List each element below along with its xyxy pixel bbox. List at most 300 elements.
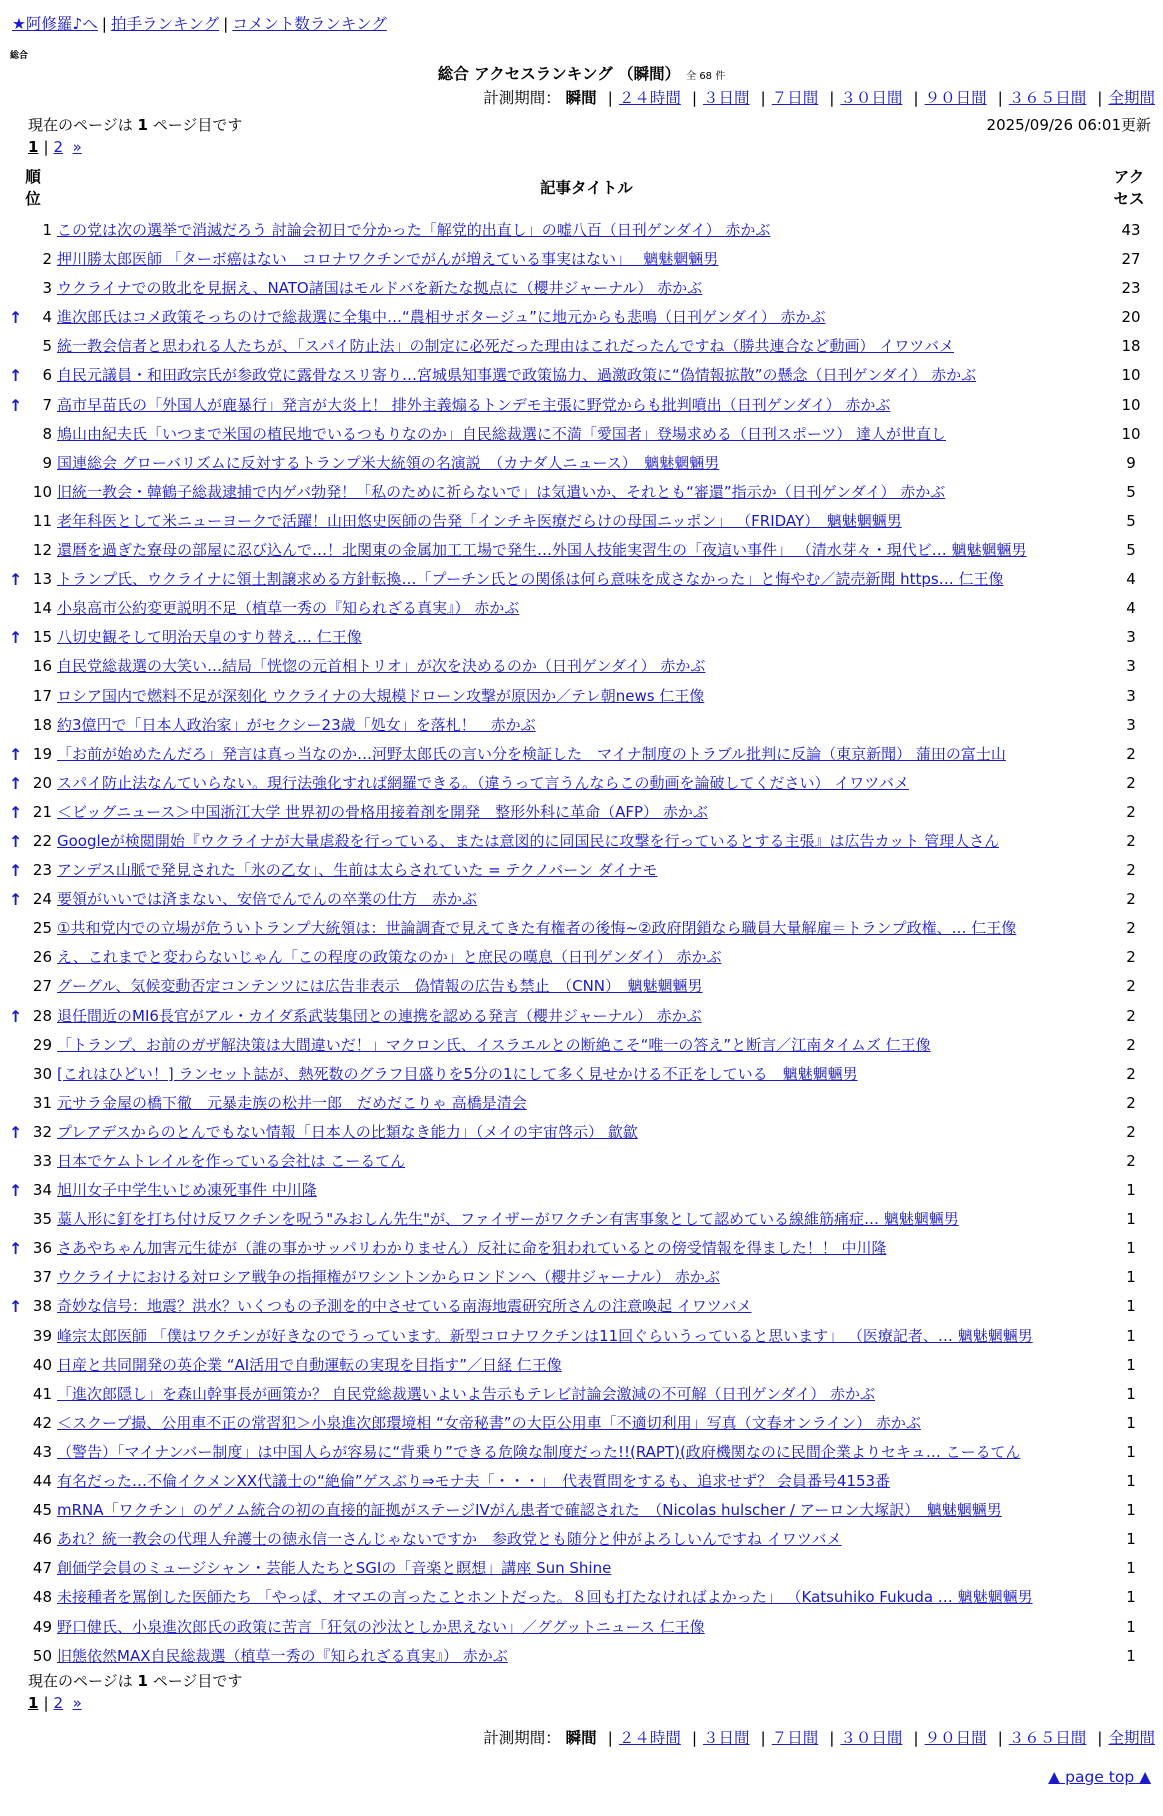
article-title-cell <box>57 740 1117 769</box>
ranking-row <box>0 1263 1163 1292</box>
article-title-cell <box>57 769 1117 798</box>
access-count: 1 <box>1126 1355 1136 1374</box>
period-label: 計測期間： <box>483 1729 561 1747</box>
rank-number: 7 <box>42 395 52 414</box>
article-title-cell <box>57 1292 1117 1321</box>
category-label: 総合 <box>10 51 29 61</box>
ranking-row <box>0 507 1163 536</box>
rank-up-arrow-icon: ↑ <box>9 861 23 881</box>
access-count: 2 <box>1126 744 1136 763</box>
rank-up-arrow-icon: ↑ <box>9 366 23 386</box>
access-count: 1 <box>1126 1239 1136 1258</box>
rank-number: 11 <box>32 511 52 530</box>
article-title-cell <box>57 1322 1117 1351</box>
rank-number: 4 <box>42 308 52 327</box>
article-title-link[interactable]: え、これまでと変わらないじゃん「この程度の政策なのか」と庶民の嘆息（日刊ゲンダイ） 赤かぶ <box>57 948 722 967</box>
article-title-link[interactable]: （警告）「マイナンバー制度」は中国人らが容易に“背乗り”できる危険な制度だった!!(RAPT)(政府機関なのに民間企業よりセキュ… こーるてん <box>57 1442 1021 1461</box>
article-title-link[interactable]: 進次郎氏はコメ政策そっちのけで総裁選に全集中…“農相サボタージュ”に地元からも悲鳴（日刊ゲンダイ） 赤かぶ <box>57 308 826 327</box>
article-title-link[interactable]: この党は次の選挙で消滅だろう 討論会初日で分かった「解党的出直し」の嘘八百（日刊ゲンダイ） 赤かぶ <box>57 221 771 239</box>
article-title-cell <box>57 449 1117 478</box>
access-count: 2 <box>1126 861 1136 880</box>
rank-number: 32 <box>32 1122 52 1141</box>
article-title-cell <box>57 216 1117 245</box>
article-title-link[interactable]: [これはひどい！] ランセット誌が、熱死数のグラフ目盛りを5分の1にして多く見せかける不正をしている 魑魅魍魎男 <box>57 1064 858 1083</box>
rank-up-arrow-icon: ↑ <box>9 1181 23 1201</box>
access-count: 23 <box>1121 279 1141 298</box>
access-count: 1 <box>1126 1297 1136 1316</box>
home-link[interactable]: ★阿修羅♪へ <box>12 15 98 33</box>
article-title-link[interactable]: 創価学会員のミュージシャン・芸能人たちとSGIの「音楽と瞑想」講座 Sun Shine <box>57 1559 612 1578</box>
access-count: 5 <box>1126 541 1136 560</box>
rank-number: 29 <box>32 1035 52 1054</box>
article-title-cell <box>57 914 1117 943</box>
access-count: 2 <box>1126 802 1136 821</box>
article-title-cell <box>57 565 1117 594</box>
ranking-row <box>0 565 1163 594</box>
ranking-row <box>0 1496 1163 1525</box>
article-title-cell <box>57 1438 1117 1467</box>
rank-number: 38 <box>32 1297 52 1316</box>
rank-number: 39 <box>32 1326 52 1345</box>
article-title-link[interactable]: ウクライナでの敗北を見据え、NATO諸国はモルドバを新たな拠点に（櫻井ジャーナル） 赤かぶ <box>57 279 703 298</box>
article-title-cell <box>57 332 1117 361</box>
article-title-cell <box>57 274 1117 303</box>
rank-number: 12 <box>32 541 52 560</box>
article-title-cell <box>57 1060 1117 1089</box>
nav-separator: | <box>223 15 229 33</box>
period-30d[interactable]: ３０日間 <box>840 1729 903 1747</box>
ranking-row <box>0 361 1163 390</box>
access-count: 1 <box>1126 1530 1136 1549</box>
rank-number: 8 <box>42 424 52 443</box>
article-title-link[interactable]: 奇妙な信号：地震？洪水？いくつもの予測を的中させている南海地震研究所さんの注意喚起 イワツバメ <box>57 1297 752 1316</box>
rank-number: 45 <box>32 1501 52 1520</box>
rank-number: 1 <box>42 221 52 239</box>
article-title-cell <box>57 682 1117 711</box>
rank-number: 5 <box>42 337 52 356</box>
ranking-row <box>0 536 1163 565</box>
ranking-row <box>0 1060 1163 1089</box>
rank-number: 23 <box>32 861 52 880</box>
article-title-cell <box>57 972 1117 1001</box>
rank-number: 35 <box>32 1210 52 1229</box>
article-title-link[interactable]: 「トランプ、お前のガザ解決策は大間違いだ！」マクロン氏、イスラエルとの断絶こそ“唯一の答え”と断言／江南タイムズ 仁王像 <box>57 1035 931 1054</box>
access-count: 2 <box>1126 977 1136 996</box>
access-count: 1 <box>1126 1384 1136 1403</box>
ranking-row <box>0 478 1163 507</box>
ranking-row <box>0 1234 1163 1263</box>
access-count: 1 <box>1126 1268 1136 1287</box>
access-count: 2 <box>1126 1006 1136 1025</box>
access-count: 1 <box>1126 1413 1136 1432</box>
ranking-row <box>0 1438 1163 1467</box>
article-title-cell <box>57 1467 1117 1496</box>
period-selector-bottom: 計測期間： 瞬間 | ２４時間 | ３日間 | ７日間 | ３０日間 | ９０日間 | ３６５日間 | 全期間 <box>483 1729 1155 1747</box>
rank-number: 44 <box>32 1472 52 1491</box>
access-count: 1 <box>1126 1617 1136 1636</box>
rank-up-arrow-icon: ↑ <box>9 1006 23 1026</box>
rank-number: 26 <box>32 948 52 967</box>
rank-number: 22 <box>32 831 52 850</box>
page-info-top: 現在のページは 1 ページ目です <box>28 116 243 134</box>
rank-up-arrow-icon: ↑ <box>9 890 23 910</box>
access-count: 5 <box>1126 482 1136 501</box>
rank-up-arrow-icon: ↑ <box>9 1297 23 1317</box>
article-title-cell <box>57 1147 1117 1176</box>
article-title-cell <box>57 1176 1117 1205</box>
ranking-row <box>0 1554 1163 1583</box>
article-title-link[interactable]: 国連総会 グローバリズムに反対するトランプ米大統領の名演説 （カナダ人ニュース） 魑魅魍魎男 <box>57 453 720 472</box>
article-title-link[interactable]: Googleが検閲開始『ウクライナが大量虐殺を行っている、または意図的に同国民に攻撃を行っているとする主張』は広告カット 管理人さん <box>57 831 1000 850</box>
article-title-cell <box>57 361 1117 390</box>
ranking-row <box>0 1583 1163 1612</box>
period-365d[interactable]: ３６５日間 <box>1008 1729 1087 1747</box>
top-navigation <box>12 12 387 34</box>
total-count: 全 68 件 <box>686 71 726 82</box>
period-selector-top: 計測期間： 瞬間 | ２４時間 | ３日間 | ７日間 | ３０日間 | ９０日間 | ３６５日間 | 全期間 <box>483 89 1155 107</box>
article-title-cell <box>57 623 1117 652</box>
ranking-row <box>0 1409 1163 1438</box>
article-title-cell <box>57 798 1117 827</box>
article-title-link[interactable]: ＜ビッグニュース＞中国浙江大学 世界初の骨格用接着剤を開発 整形外科に革命（AFP） 赤かぶ <box>57 802 708 821</box>
pager-bottom: 1 | 2 » <box>28 1694 82 1712</box>
article-title-link[interactable]: あれ？統一教会の代理人弁護士の徳永信一さんじゃないですか 参政党とも随分と仲がよろしいんですね イワツバメ <box>57 1530 842 1549</box>
ranking-row <box>0 420 1163 449</box>
ranking-row <box>0 798 1163 827</box>
article-title-cell <box>57 1642 1117 1671</box>
access-count: 2 <box>1126 948 1136 967</box>
access-count: 2 <box>1126 1152 1136 1170</box>
rank-number: 27 <box>32 977 52 996</box>
rank-number: 3 <box>42 279 52 298</box>
article-title-link[interactable]: 「お前が始めたんだろ」発言は真っ当なのか…河野太郎氏の言い分を検証した マイナ制度のトラブル批判に反論（東京新聞） 蒲田の富士山 <box>57 744 1006 763</box>
rank-up-arrow-icon: ↑ <box>9 744 23 764</box>
access-count: 2 <box>1126 831 1136 850</box>
article-title-link[interactable]: 旭川女子中学生いじめ凍死事件 中川隆 <box>57 1181 317 1200</box>
period-365d[interactable]: ３６５日間 <box>1008 89 1087 107</box>
article-title-cell <box>57 594 1117 623</box>
period-90d[interactable]: ９０日間 <box>924 89 987 107</box>
article-title-cell <box>57 1263 1117 1292</box>
access-count: 2 <box>1126 1035 1136 1054</box>
article-title-link[interactable]: 野口健氏、小泉進次郎氏の政策に苦言「狂気の沙汰としか思えない」／ググットニュース 仁王像 <box>57 1617 705 1636</box>
period-label: 計測期間： <box>483 89 561 107</box>
ranking-row <box>0 1642 1163 1671</box>
period-3d[interactable]: ３日間 <box>703 89 750 107</box>
rank-number: 25 <box>32 919 52 938</box>
comment-ranking-link[interactable]: コメント数ランキング <box>232 15 387 33</box>
rank-number: 47 <box>32 1559 52 1578</box>
article-title-link[interactable]: ＜スクープ撮、公用車不正の常習犯＞小泉進次郎環境相 “女帝秘書”の大臣公用車「不適切利用」写真（文春オンライン） 赤かぶ <box>57 1413 921 1432</box>
article-title-cell <box>57 245 1117 274</box>
page-1-link[interactable]: 1 <box>28 138 39 156</box>
article-title-cell <box>57 943 1117 972</box>
ranking-row <box>0 332 1163 361</box>
ranking-row <box>0 245 1163 274</box>
access-count: 2 <box>1126 1122 1136 1141</box>
article-title-link[interactable]: ①共和党内での立場が危ういトランプ大統領は：世論調査で見えてきた有権者の後悔~②政府閉鎖なら職員大量解雇＝トランプ政権、… 仁王像 <box>57 919 1017 938</box>
rank-number: 24 <box>32 890 52 909</box>
access-count: 4 <box>1126 570 1136 589</box>
article-title-link[interactable]: 日本でケムトレイルを作っている会社は こーるてん <box>57 1152 406 1170</box>
next-page-link[interactable]: » <box>72 1694 82 1712</box>
ranking-row <box>0 1118 1163 1147</box>
article-title-cell <box>57 1002 1117 1031</box>
access-count: 1 <box>1126 1501 1136 1520</box>
ranking-list <box>0 216 1163 1671</box>
rank-number: 14 <box>32 599 52 618</box>
article-title-link[interactable]: アンデス山脈で発見された「氷の乙女」、生前は太らされていた = テクノバーン ダイナモ <box>57 861 658 880</box>
period-3d[interactable]: ３日間 <box>703 1729 750 1747</box>
period-90d[interactable]: ９０日間 <box>924 1729 987 1747</box>
ranking-row <box>0 972 1163 1001</box>
period-all[interactable]: 全期間 <box>1108 89 1155 107</box>
page-info-bottom: 現在のページは 1 ページ目です <box>28 1672 243 1690</box>
article-title-cell <box>57 1031 1117 1060</box>
article-title-link[interactable]: 鳩山由紀夫氏「いつまで米国の植民地でいるつもりなのか」自民総裁選に不満「愛国者」登場求める（日刊スポーツ） 達人が世直し <box>57 424 947 443</box>
rank-up-arrow-icon: ↑ <box>9 831 23 851</box>
ranking-row <box>0 1351 1163 1380</box>
pager-top: 1 | 2 » <box>28 138 82 156</box>
ranking-row <box>0 1002 1163 1031</box>
page-top-link-wrap <box>1048 1768 1151 1786</box>
ranking-row <box>0 594 1163 623</box>
period-current: 瞬間 <box>565 1729 597 1747</box>
rank-up-arrow-icon: ↑ <box>9 628 23 648</box>
article-title-link[interactable]: 旧統一教会・韓鶴子総裁逮捕で内ゲバ勃発！「私のために祈らないで」は気遣いか、それとも“審還”指示か（日刊ゲンダイ） 赤かぶ <box>57 482 946 501</box>
rank-number: 17 <box>32 686 52 705</box>
article-title-link[interactable]: 押川勝太郎医師 「ターボ癌はない コロナワクチンでがんが増えている事実はない」 魑魅魍魎男 <box>57 250 719 269</box>
rank-number: 48 <box>32 1588 52 1607</box>
ranking-row <box>0 623 1163 652</box>
clap-ranking-link[interactable]: 拍手ランキング <box>111 15 220 33</box>
access-count: 2 <box>1126 890 1136 909</box>
rank-number: 49 <box>32 1617 52 1636</box>
ranking-row <box>0 1031 1163 1060</box>
ranking-row <box>0 885 1163 914</box>
article-title-link[interactable]: 藁人形に釘を打ち付け反ワクチンを呪う"みおしん先生"が、ファイザーがワクチン有害事象として認めている線維筋痛症… 魑魅魍魎男 <box>57 1210 959 1229</box>
article-title-cell <box>57 1583 1117 1612</box>
access-count: 1 <box>1126 1588 1136 1607</box>
article-title-cell <box>57 827 1117 856</box>
rank-number: 42 <box>32 1413 52 1432</box>
article-title-cell <box>57 1234 1117 1263</box>
ranking-row <box>0 303 1163 332</box>
article-title-cell <box>57 507 1117 536</box>
rank-up-arrow-icon: ↑ <box>9 802 23 822</box>
article-title-link[interactable]: 老年科医として米ニューヨークで活躍！山田悠史医師の告発「インチキ医療だらけの母国ニッポン」 （FRIDAY） 魑魅魍魎男 <box>57 511 902 530</box>
ranking-row <box>0 1525 1163 1554</box>
article-title-link[interactable]: 小泉高市公約変更説明不足（植草一秀の『知られざる真実』） 赤かぶ <box>57 599 520 618</box>
ranking-row <box>0 856 1163 885</box>
period-7d[interactable]: ７日間 <box>771 1729 819 1747</box>
rank-up-arrow-icon: ↑ <box>9 570 23 590</box>
ranking-row <box>0 1292 1163 1321</box>
article-title-link[interactable]: 「進次郎隠し」を森山幹事長が画策か？ 自民党総裁選いよいよ告示もテレビ討論会激減の不可解（日刊ゲンダイ） 赤かぶ <box>57 1384 876 1403</box>
updated-timestamp: 2025/09/26 06:01更新 <box>986 116 1151 134</box>
ranking-row <box>0 740 1163 769</box>
article-title-link[interactable]: 未接種者を罵倒した医師たち 「やっぱ、オマエの言ったことホントだった。８回も打たなければよかった」 （Katsuhiko Fukuda … 魑魅魍魎男 <box>57 1588 1033 1607</box>
article-title-link[interactable]: グーグル、気候変動否定コンテンツには広告非表示 偽情報の広告も禁止 （CNN） 魑魅魍魎男 <box>57 977 703 996</box>
article-title-cell <box>57 303 1117 332</box>
ranking-row <box>0 652 1163 681</box>
rank-number: 6 <box>42 366 52 385</box>
access-count: 4 <box>1126 599 1136 618</box>
article-title-link[interactable]: トランプ氏、ウクライナに領土割譲求める方針転換…「プーチン氏との関係は何ら意味を成さなかった」と悔やむ／読売新聞 https… 仁王像 <box>57 570 1004 589</box>
ranking-row <box>0 1322 1163 1351</box>
access-count: 2 <box>1126 1093 1136 1112</box>
table-header <box>0 164 1163 208</box>
access-count: 10 <box>1121 395 1141 414</box>
article-title-cell <box>57 1554 1117 1583</box>
rank-up-arrow-icon: ↑ <box>9 773 23 793</box>
access-count: 1 <box>1126 1646 1136 1665</box>
article-title-cell <box>57 1496 1117 1525</box>
period-30d[interactable]: ３０日間 <box>840 89 903 107</box>
rank-number: 19 <box>32 744 52 763</box>
article-title-cell <box>57 478 1117 507</box>
access-count: 10 <box>1121 424 1141 443</box>
article-title-cell <box>57 885 1117 914</box>
next-page-link[interactable]: » <box>72 138 82 156</box>
rank-number: 33 <box>32 1152 52 1170</box>
ranking-row <box>0 1613 1163 1642</box>
article-title-link[interactable]: スパイ防止法なんていらない。現行法強化すれば網羅できる。（違うって言うんならこの動画を論破してください） イワツバメ <box>57 773 909 792</box>
access-count: 2 <box>1126 919 1136 938</box>
access-count: 3 <box>1126 657 1136 676</box>
access-header: アクセス <box>1113 168 1145 208</box>
ranking-row <box>0 943 1163 972</box>
rank-number: 9 <box>42 453 52 472</box>
rank-up-arrow-icon: ↑ <box>9 1122 23 1142</box>
article-title-cell <box>57 420 1117 449</box>
rank-number: 13 <box>32 570 52 589</box>
article-title-link[interactable]: 要領がいいでは済まない、安倍でんでんの卒業の仕方 赤かぶ <box>57 890 478 909</box>
article-title-link[interactable]: 退任間近のMI6長官がアル・カイダ系武装集団との連携を認める発言（櫻井ジャーナル） 赤かぶ <box>57 1006 702 1025</box>
article-title-cell <box>57 856 1117 885</box>
article-title-cell <box>57 1613 1117 1642</box>
rank-header: 順位 <box>25 168 41 208</box>
article-title-cell <box>57 1525 1117 1554</box>
article-title-link[interactable]: ロシア国内で燃料不足が深刻化 ウクライナの大規模ドローン攻撃が原因か／テレ朝news 仁王像 <box>57 686 705 705</box>
article-title-link[interactable]: 統一教会信者と思われる人たちが、「スパイ防止法」の制定に必死だった理由はこれだったんですね（勝共連合など動画） イワツバメ <box>57 337 954 356</box>
access-count: 43 <box>1121 221 1141 239</box>
period-24h[interactable]: ２４時間 <box>618 89 681 107</box>
article-title-link[interactable]: 自民元議員・和田政宗氏が参政党に露骨なスリ寄り…宮城県知事選で政策協力、過激政策に“偽情報拡散”の懸念（日刊ゲンダイ） 赤かぶ <box>57 366 977 385</box>
access-count: 1 <box>1126 1442 1136 1461</box>
ranking-row <box>0 711 1163 740</box>
article-title-link[interactable]: 高市早苗氏の「外国人が鹿暴行」発言が大炎上！ 排外主義煽るトンデモ主張に野党からも批判噴出（日刊ゲンダイ） 赤かぶ <box>57 395 891 414</box>
ranking-row <box>0 1147 1163 1176</box>
article-title-link[interactable]: 八切史観そして明治天皇のすり替え… 仁王像 <box>57 628 362 647</box>
rank-number: 21 <box>32 802 52 821</box>
rank-number: 30 <box>32 1064 52 1083</box>
article-title-cell <box>57 391 1117 420</box>
ranking-row <box>0 682 1163 711</box>
rank-number: 20 <box>32 773 52 792</box>
page-2-link[interactable]: 2 <box>53 1694 64 1712</box>
access-count: 1 <box>1126 1210 1136 1229</box>
article-title-link[interactable]: 元サラ金屋の橋下徹 元暴走族の松井一郎 だめだこりゃ 高橋是清会 <box>57 1093 527 1112</box>
period-all[interactable]: 全期間 <box>1108 1729 1155 1747</box>
article-title-cell <box>57 711 1117 740</box>
ranking-row <box>0 914 1163 943</box>
article-title-link[interactable]: 有名だった…不倫イクメンXX代議士の“絶倫”ゲスぶり⇒モナ夫「・・・」 代表質問をするも、追求せず？ 会員番号4153番 <box>57 1472 891 1491</box>
article-title-link[interactable]: 旧態依然MAX自民総裁選（植草一秀の『知られざる真実』） 赤かぶ <box>57 1646 508 1665</box>
period-24h[interactable]: ２４時間 <box>618 1729 681 1747</box>
access-count: 10 <box>1121 366 1141 385</box>
rank-number: 28 <box>32 1006 52 1025</box>
access-count: 3 <box>1126 715 1136 734</box>
access-count: 1 <box>1126 1472 1136 1491</box>
ranking-row <box>0 449 1163 478</box>
rank-up-arrow-icon: ↑ <box>9 395 23 415</box>
article-title-link[interactable]: 還暦を過ぎた寮母の部屋に忍び込んで…！北関東の金属加工工場で発生…外国人技能実習生の「夜這い事件」 （清水芽々・現代ビ… 魑魅魍魎男 <box>57 541 1027 560</box>
access-count: 20 <box>1121 308 1141 327</box>
access-count: 1 <box>1126 1326 1136 1345</box>
rank-number: 37 <box>32 1268 52 1287</box>
access-count: 9 <box>1126 453 1136 472</box>
rank-number: 18 <box>32 715 52 734</box>
access-count: 18 <box>1121 337 1141 356</box>
article-title-link[interactable]: ウクライナにおける対ロシア戦争の指揮権がワシントンからロンドンへ（櫻井ジャーナル） 赤かぶ <box>57 1268 720 1287</box>
article-title-link[interactable]: mRNA「ワクチン」のゲノム統合の初の直接的証拠がステージIVがん患者で確認された （Nicolas hulscher / アーロン大塚訳） 魑魅魍魎男 <box>57 1501 1002 1520</box>
title-header: 記事タイトル <box>540 179 633 197</box>
ranking-row <box>0 1205 1163 1234</box>
access-count: 5 <box>1126 511 1136 530</box>
access-count: 3 <box>1126 628 1136 647</box>
article-title-cell <box>57 652 1117 681</box>
article-title-link[interactable]: 日産と共同開発の英企業 “AI活用で自動運転の実現を目指す”／日経 仁王像 <box>57 1355 562 1374</box>
access-count: 2 <box>1126 773 1136 792</box>
article-title-link[interactable]: 約3億円で「日本人政治家」がセクシー23歳「処女」を落札！ 赤かぶ <box>57 715 536 734</box>
ranking-row <box>0 1380 1163 1409</box>
access-count: 3 <box>1126 686 1136 705</box>
access-count: 27 <box>1121 250 1141 269</box>
rank-number: 2 <box>42 250 52 269</box>
ranking-row <box>0 391 1163 420</box>
period-7d[interactable]: ７日間 <box>771 89 819 107</box>
rank-number: 50 <box>32 1646 52 1665</box>
rank-number: 31 <box>32 1093 52 1112</box>
rank-number: 10 <box>32 482 52 501</box>
period-current: 瞬間 <box>565 89 597 107</box>
ranking-row <box>0 1467 1163 1496</box>
rank-number: 16 <box>32 657 52 676</box>
page-top-link[interactable]: ▲ page top ▲ <box>1048 1768 1151 1786</box>
article-title-link[interactable]: さあやちゃん加害元生徒が（誰の事かサッパリわかりません）反社に命を狙われているとの傍受情報を得ました！！ 中川隆 <box>57 1239 887 1258</box>
ranking-row <box>0 274 1163 303</box>
article-title-cell <box>57 1409 1117 1438</box>
article-title-link[interactable]: 自民党総裁選の大笑い…結局「恍惚の元首相トリオ」が次を決めるのか（日刊ゲンダイ） 赤かぶ <box>57 657 706 676</box>
rank-number: 34 <box>32 1181 52 1200</box>
article-title-link[interactable]: プレアデスからのとんでもない情報「日本人の比類なき能力」（メイの宇宙啓示） 歙歙 <box>57 1122 638 1141</box>
rank-number: 43 <box>32 1442 52 1461</box>
ranking-row <box>0 1176 1163 1205</box>
rank-up-arrow-icon: ↑ <box>9 1239 23 1259</box>
rank-number: 41 <box>32 1384 52 1403</box>
page-2-link[interactable]: 2 <box>53 138 64 156</box>
article-title-link[interactable]: 峰宗太郎医師 「僕はワクチンが好きなのでうっています。新型コロナワクチンは11回ぐらいうっていると思います」 （医療記者、… 魑魅魍魎男 <box>57 1326 1033 1345</box>
page-1-link[interactable]: 1 <box>28 1694 39 1712</box>
access-count: 2 <box>1126 1064 1136 1083</box>
ranking-title: 総合 アクセスランキング （瞬間） <box>437 65 681 83</box>
rank-number: 40 <box>32 1355 52 1374</box>
rank-number: 36 <box>32 1239 52 1258</box>
ranking-row <box>0 216 1163 245</box>
ranking-row <box>0 769 1163 798</box>
page-title <box>0 62 1163 84</box>
